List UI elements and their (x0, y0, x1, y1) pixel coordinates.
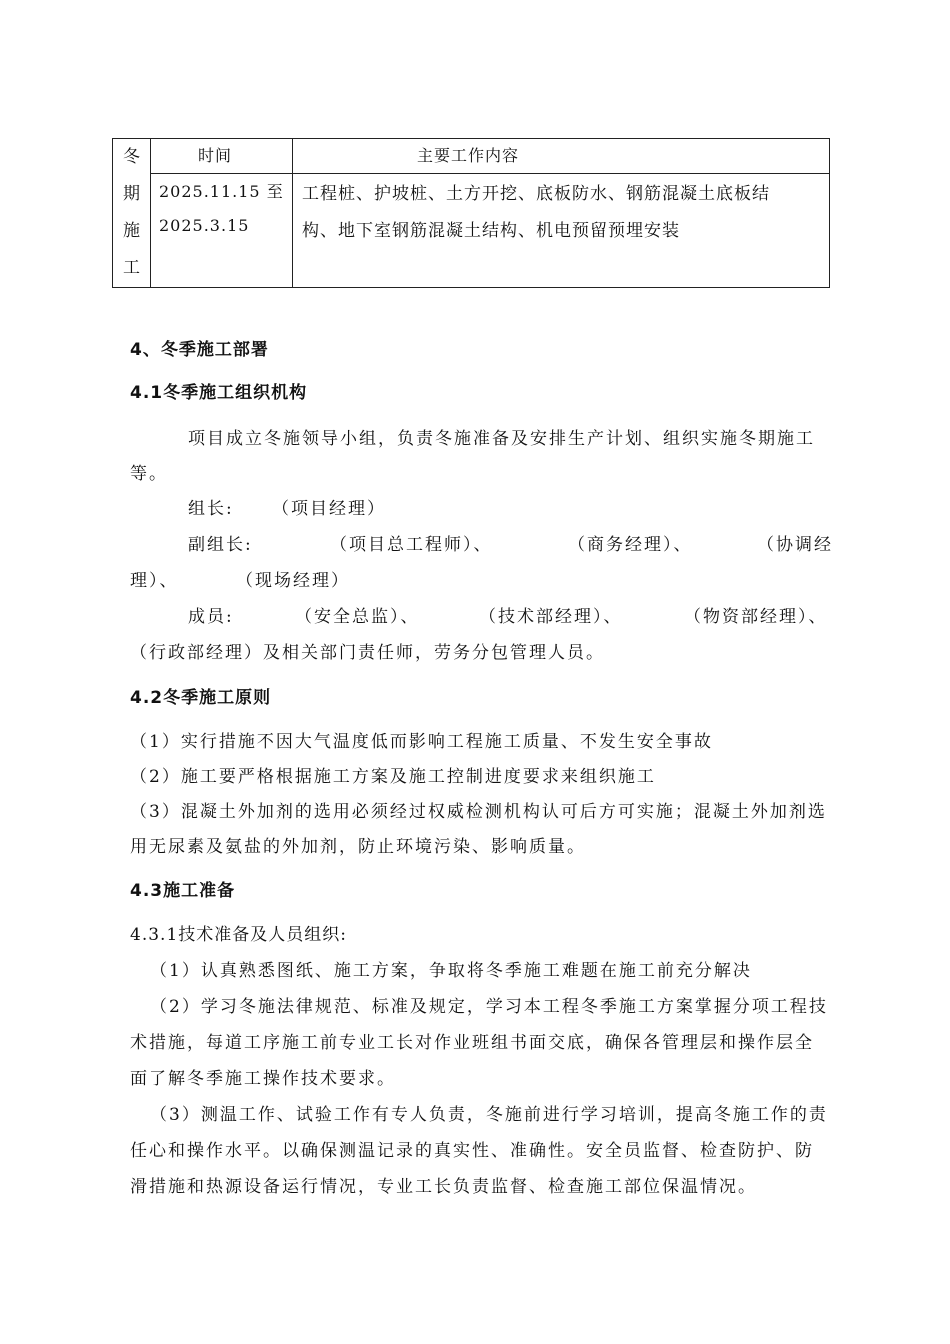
list-item: 术措施，每道工序施工前专业工长对作业班组书面交底，确保各管理层和操作层全 (130, 1033, 814, 1053)
season-label-char: 冬 (123, 147, 140, 167)
list-item: 用无尿素及氨盐的外加剂，防止环境污染、影响质量。 (130, 837, 586, 857)
time-start: 2025.11.15 至 (159, 182, 284, 201)
table-divider (150, 173, 829, 174)
list-item: 滑措施和热源设备运行情况，专业工长负责监督、检查施工部位保温情况。 (130, 1177, 757, 1197)
table-divider (292, 139, 293, 287)
leader-label: 组长: (188, 499, 234, 519)
list-item: 面了解冬季施工操作技术要求。 (130, 1069, 396, 1089)
member-role: （技术部经理）、 (479, 607, 623, 627)
time-end: 2025.3.15 (159, 216, 250, 235)
member-role: （行政部经理）及相关部门责任师，劳务分包管理人员。 (130, 643, 605, 663)
deputy-role: （协调经 (757, 535, 833, 555)
list-item: （2）施工要严格根据施工方案及施工控制进度要求来组织施工 (130, 767, 656, 787)
deputy-role: （现场经理） (236, 571, 350, 591)
list-item: （3）混凝土外加剂的选用必须经过权威检测机构认可后方可实施；混凝土外加剂选 (130, 802, 827, 822)
member-label: 成员: (188, 607, 234, 627)
paragraph-line: 项目成立冬施领导小组，负责冬施准备及安排生产计划、组织实施冬期施工 (188, 429, 815, 449)
paragraph-line: 等。 (130, 464, 168, 484)
deputy-role: （商务经理）、 (568, 535, 693, 555)
leader-role: （项目经理） (272, 499, 386, 519)
member-role: （物资部经理）、 (684, 607, 828, 627)
season-label-char: 施 (123, 221, 140, 241)
header-content: 主要工作内容 (417, 146, 520, 165)
deputy-role: （项目总工程师）、 (330, 535, 493, 555)
deputy-label: 副组长: (188, 535, 253, 555)
subsection-heading: 4.3施工准备 (130, 881, 236, 901)
season-label-char: 工 (123, 258, 140, 278)
subsection-heading: 4.2冬季施工原则 (130, 688, 272, 708)
sub-subsection-heading: 4.3.1技术准备及人员组织: (130, 925, 347, 945)
list-item: （1）认真熟悉图纸、施工方案，争取将冬季施工难题在施工前充分解决 (150, 961, 752, 981)
table-divider (150, 139, 151, 287)
list-item: （1）实行措施不因大气温度低而影响工程施工质量、不发生安全事故 (130, 732, 713, 752)
content-line: 构、地下室钢筋混凝土结构、机电预留预埋安装 (302, 221, 680, 241)
list-item: （2）学习冬施法律规范、标准及规定，学习本工程冬季施工方案掌握分项工程技 (150, 997, 828, 1017)
season-label-char: 期 (123, 184, 140, 204)
section-heading: 4、冬季施工部署 (130, 340, 269, 360)
list-item: （3）测温工作、试验工作有专人负责，冬施前进行学习培训，提高冬施工作的责 (150, 1105, 828, 1125)
subsection-heading: 4.1冬季施工组织机构 (130, 383, 308, 403)
header-time: 时间 (198, 146, 233, 165)
deputy-role: 理）、 (130, 571, 179, 591)
list-item: 任心和操作水平。以确保测温记录的真实性、准确性。安全员监督、检查防护、防 (130, 1141, 814, 1161)
winter-schedule-table (112, 138, 830, 288)
member-role: （安全总监）、 (295, 607, 420, 627)
content-line: 工程桩、护坡桩、土方开挖、底板防水、钢筋混凝土底板结 (302, 184, 770, 204)
